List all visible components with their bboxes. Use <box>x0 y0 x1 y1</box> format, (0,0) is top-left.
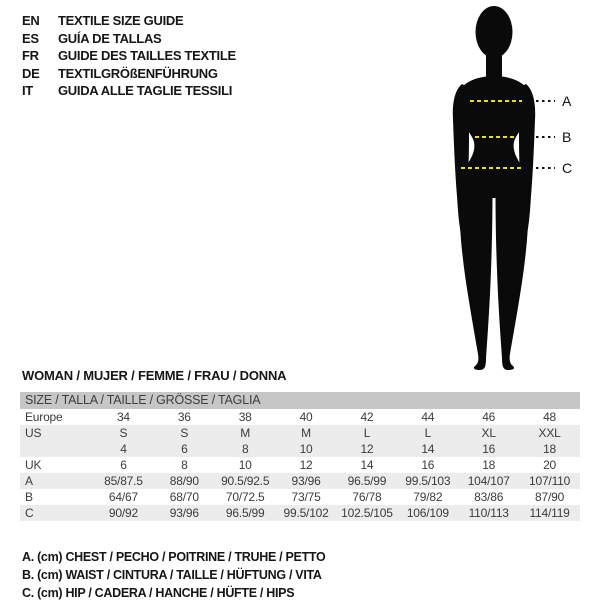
table-cell: 106/109 <box>406 506 449 520</box>
row-label: UK <box>25 458 42 472</box>
woman-silhouette <box>453 6 535 370</box>
language-row <box>22 30 236 48</box>
language-row <box>22 12 236 30</box>
table-cell: 68/70 <box>169 490 199 504</box>
language-row <box>22 82 236 100</box>
table-cell: 34 <box>116 410 130 424</box>
table-cell: 20 <box>543 458 557 472</box>
language-code: ES <box>22 30 39 46</box>
hip-label: C <box>562 160 573 176</box>
table-cell: 102.5/105 <box>341 506 393 520</box>
row-label: Europe <box>25 410 63 424</box>
table-cell: 110/113 <box>468 506 509 520</box>
table-cell: 6 <box>120 458 127 472</box>
table-cell: 44 <box>421 410 435 424</box>
measurement-legend <box>22 548 325 600</box>
language-title: TEXTILE SIZE GUIDE <box>58 13 184 28</box>
table-cell: 107/110 <box>529 474 571 488</box>
table-cell: 40 <box>299 410 313 424</box>
legend-item-waist: B. (cm) WAIST / CINTURA / TAILLE / HÜFTUNG / VITA <box>22 568 322 582</box>
table-cell: 99.5/102 <box>283 506 329 520</box>
table-cell: 104/107 <box>467 474 510 488</box>
table-cell: 10 <box>299 442 313 456</box>
table-cell: 83/86 <box>474 490 504 504</box>
size-table <box>20 392 580 521</box>
language-title: TEXTILGRÖßENFÜHRUNG <box>58 65 218 81</box>
table-cell: 93/96 <box>169 506 199 520</box>
table-cell: 14 <box>360 458 374 472</box>
row-label: US <box>25 426 42 440</box>
table-cell: 36 <box>177 410 191 424</box>
table-cell: 87/90 <box>535 490 565 504</box>
table-cell: 76/78 <box>352 490 382 504</box>
table-cell: L <box>424 426 432 440</box>
table-row <box>20 457 580 473</box>
row-label: B <box>25 490 33 504</box>
row-label: A <box>25 474 33 488</box>
table-cell: 114/119 <box>529 506 570 520</box>
table-cell: 99.5/103 <box>405 474 451 488</box>
table-cell: M <box>240 426 251 440</box>
legend-item-chest: A. (cm) CHEST / PECHO / POITRINE / TRUHE / PETTO <box>22 550 326 564</box>
table-cell: L <box>363 426 371 440</box>
table-row <box>20 409 580 425</box>
table-row <box>20 473 580 489</box>
row-label: C <box>25 506 34 520</box>
table-cell: 85/87.5 <box>104 474 143 488</box>
table-cell: 79/82 <box>413 490 443 504</box>
table-cell: 12 <box>360 442 374 456</box>
language-code: FR <box>22 48 39 63</box>
table-cell: 4 <box>120 442 127 456</box>
table-cell: S <box>119 426 128 440</box>
table-cell: 88/90 <box>169 474 199 488</box>
language-row <box>22 47 236 65</box>
table-cell: 18 <box>543 442 557 456</box>
language-code: DE <box>22 65 40 81</box>
table-cell: 70/72.5 <box>225 490 265 504</box>
table-cell: 8 <box>241 442 249 456</box>
table-cell: 46 <box>482 410 496 424</box>
language-row <box>22 65 236 83</box>
table-cell: 14 <box>421 442 435 456</box>
table-cell: S <box>180 426 189 440</box>
table-cell: 8 <box>181 458 188 472</box>
table-cell: 96.5/99 <box>347 474 387 488</box>
table-cell: 48 <box>543 410 557 424</box>
table-row <box>20 505 580 521</box>
table-cell: 64/67 <box>108 490 138 504</box>
table-cell: M <box>301 426 311 440</box>
language-list <box>22 12 236 100</box>
table-row <box>20 425 580 441</box>
table-cell: 73/75 <box>291 490 321 504</box>
table-cell: 18 <box>482 458 496 472</box>
table-cell: 10 <box>238 458 252 472</box>
section-title: WOMAN / MUJER / FEMME / FRAU / DONNA <box>22 368 287 383</box>
language-title: GUIDA ALLE TAGLIE TESSILI <box>58 83 233 98</box>
size-figure <box>414 0 584 372</box>
table-cell: 90/92 <box>108 506 138 520</box>
table-cell: 42 <box>360 410 374 424</box>
table-cell: 12 <box>299 458 313 472</box>
table-row <box>20 489 580 505</box>
language-title: GUÍA DE TALLAS <box>58 30 162 46</box>
table-cell: 93/96 <box>291 474 321 488</box>
table-cell: 90.5/92.5 <box>221 474 270 488</box>
size-table-body <box>20 409 580 521</box>
table-cell: 96.5/99 <box>225 506 265 520</box>
language-title: GUIDE DES TAILLES TEXTILE <box>58 48 236 63</box>
table-cell: 38 <box>238 410 252 424</box>
table-row <box>20 441 580 457</box>
table-cell: 16 <box>482 442 496 456</box>
table-cell: XXL <box>538 426 561 440</box>
table-header: SIZE / TALLA / TAILLE / GRÖSSE / TAGLIA <box>20 392 580 409</box>
row-label <box>20 441 93 457</box>
legend-item-hip: C. (cm) HIP / CADERA / HANCHE / HÜFTE / HIPS <box>22 586 295 600</box>
table-cell: 16 <box>421 458 435 472</box>
waist-label: B <box>562 129 572 145</box>
language-code: EN <box>22 13 40 28</box>
table-cell: XL <box>481 426 496 440</box>
chest-label: A <box>562 93 572 109</box>
language-code: IT <box>22 83 33 98</box>
table-cell: 6 <box>181 442 188 456</box>
woman-silhouette-figure <box>414 0 584 372</box>
